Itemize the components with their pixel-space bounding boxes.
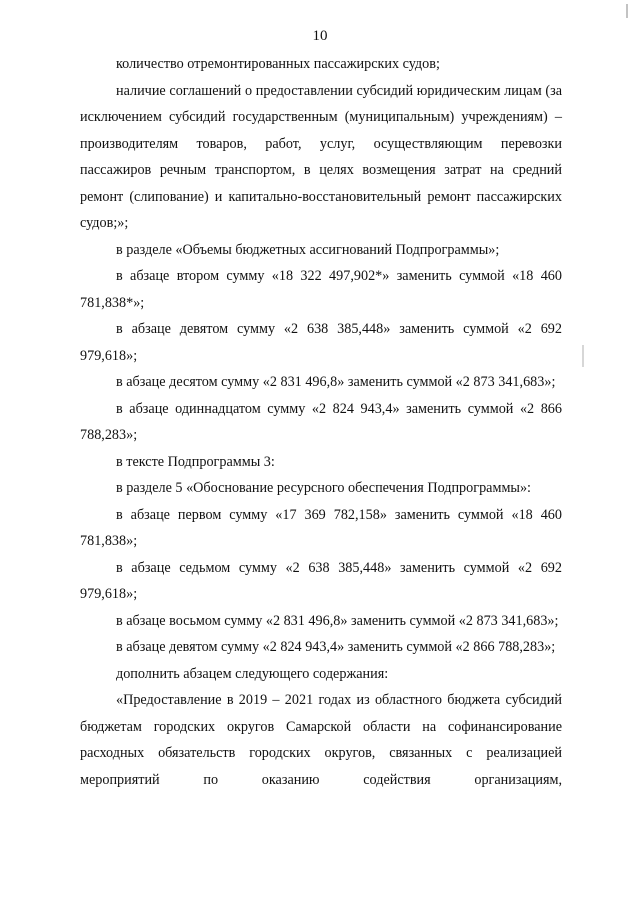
paragraph: в разделе «Объемы бюджетных ассигнований Подпрограммы»; xyxy=(116,241,500,258)
paragraph: в тексте Подпрограммы 3: xyxy=(116,453,275,470)
scan-corner-mark xyxy=(626,4,628,18)
paragraph: в абзаце девятом сумму «2 824 943,4» заменить суммой «2 866 788,283»; xyxy=(116,639,556,655)
paragraph: в абзаце одиннадцатом сумму «2 824 943,4» заменить суммой «2 866 788,283»; xyxy=(80,400,562,443)
scan-edge-mark xyxy=(582,345,584,367)
paragraph: в разделе 5 «Обоснование ресурсного обеспечения Подпрограммы»: xyxy=(116,480,531,496)
paragraph: в абзаце восьмом сумму «2 831 496,8» заменить суммой «2 873 341,683»; xyxy=(116,612,559,629)
page-number: 10 xyxy=(312,28,328,44)
paragraph: дополнить абзацем следующего содержания: xyxy=(116,665,389,682)
paragraph: в абзаце девятом сумму «2 638 385,448» заменить суммой «2 692 979,618»; xyxy=(80,321,562,364)
paragraph: количество отремонтированных пассажирских судов; xyxy=(116,56,440,72)
paragraph: в абзаце седьмом сумму «2 638 385,448» заменить суммой «2 692 979,618»; xyxy=(80,559,562,602)
paragraph: наличие соглашений о предоставлении субсидий юридическим лицам (за исключением субсидий государственным (муниципальным) учреждениям) – производителям товаров, работ, услуг, осуществляющим перевозки пассажиров речным транспортом, в целях возмещения затрат на средний ремонт (слипование) и капитально-восстановительный ремонт пассажирских судов;»; xyxy=(80,82,562,231)
paragraph: в абзаце первом сумму «17 369 782,158» заменить суммой «18 460 781,838»; xyxy=(80,506,562,549)
paragraph: «Предоставление в 2019 – 2021 годах из областного бюджета субсидий бюджетам городских округов Самарской области на софинансирование расходных обязательств городских округов, связанных с реализацией мероприятий по оказанию содействия организациям, xyxy=(80,692,562,788)
paragraph: в абзаце десятом сумму «2 831 496,8» заменить суммой «2 873 341,683»; xyxy=(116,374,556,390)
document-body xyxy=(80,51,562,793)
paragraph: в абзаце втором сумму «18 322 497,902*» заменить суммой «18 460 781,838*»; xyxy=(80,268,562,311)
